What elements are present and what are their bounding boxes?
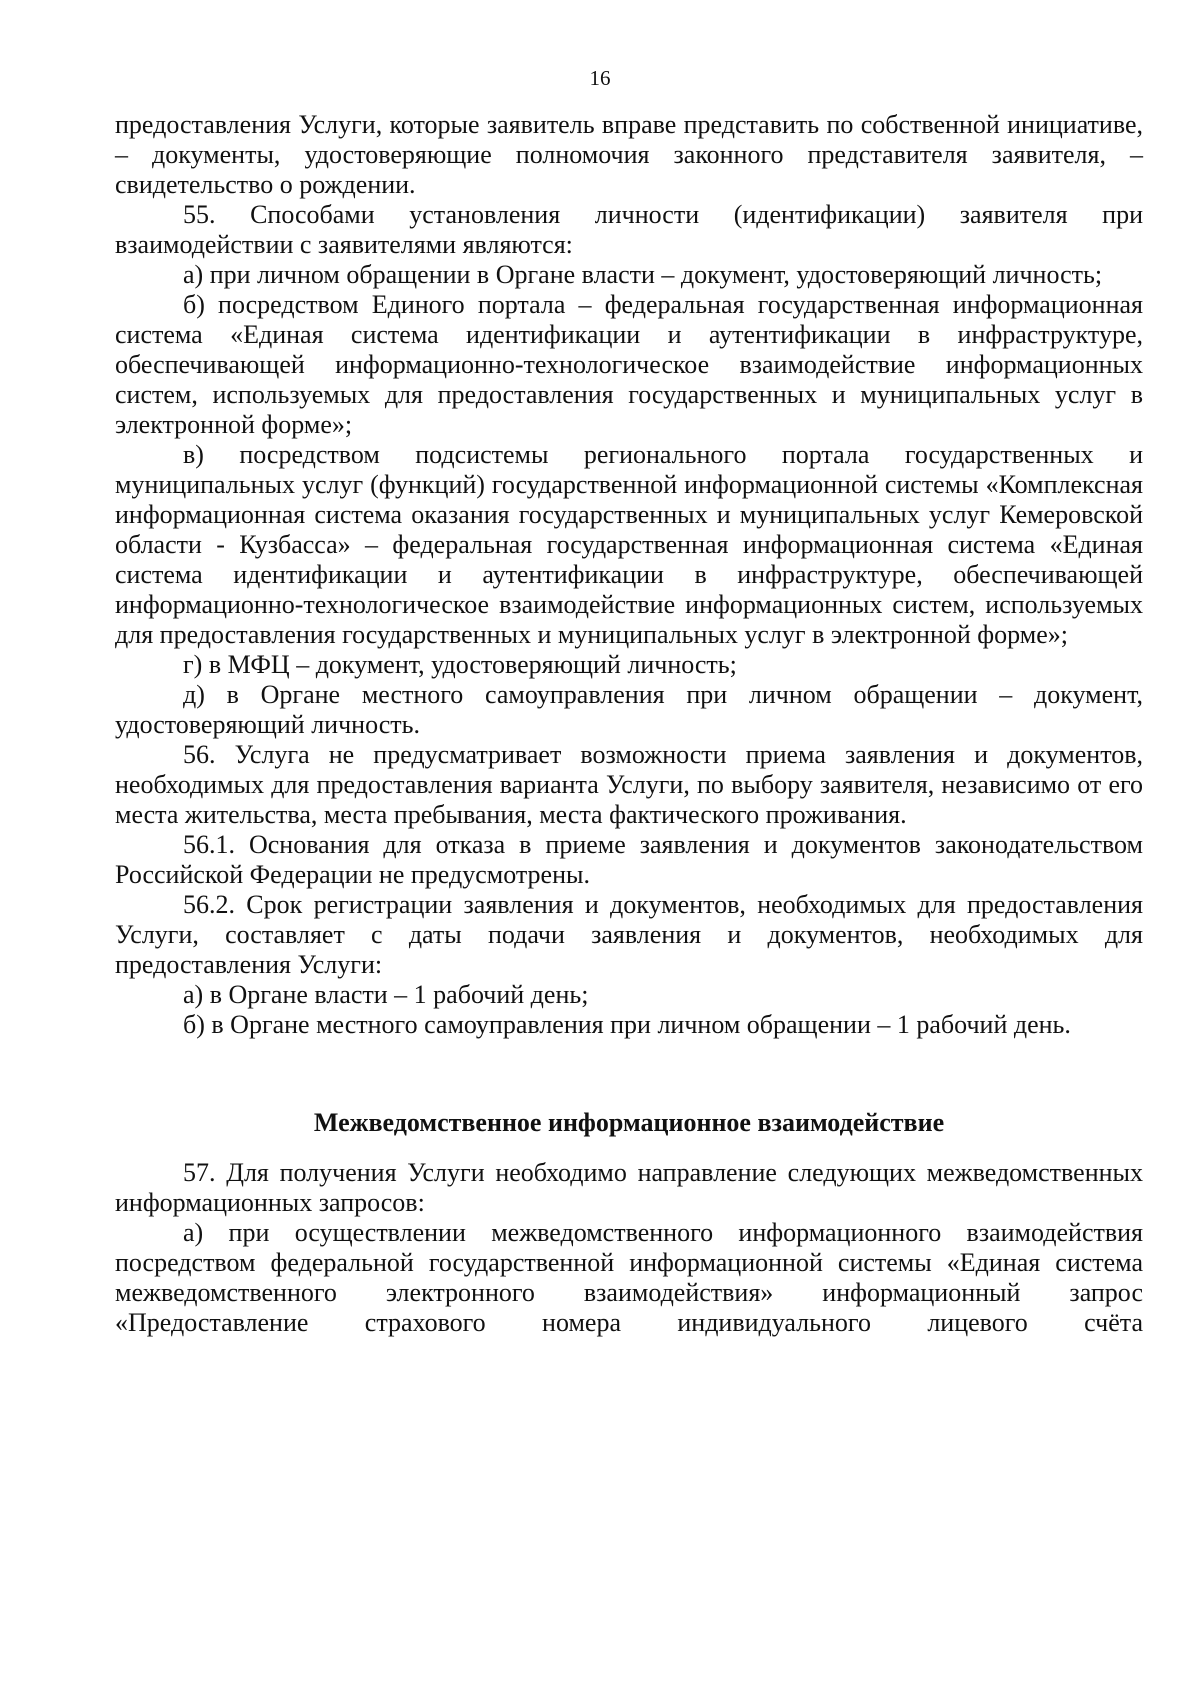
list-item-a: а) при осуществлении межведомственного информационного взаимодействия посредством федеральной государственной информационной системы «Единая система межведомственного электронного взаимодействия» информационный запрос «Предоставление страхового номера индивидуального лицевого счёта xyxy=(115,1218,1143,1337)
section-heading: Межведомственное информационное взаимодействие xyxy=(313,1108,945,1137)
list-item-a: а) в Органе власти – 1 рабочий день; xyxy=(183,980,589,1009)
list-item-b: б) в Органе местного самоуправления при личном обращении – 1 рабочий день. xyxy=(183,1010,1071,1039)
list-item-g: г) в МФЦ – документ, удостоверяющий личность; xyxy=(183,650,737,679)
paragraph: предоставления Услуги, которые заявитель вправе представить по собственной инициативе, – документы, удостоверяющие полномочия законного представителя заявителя, – свидетельство о рождении. xyxy=(115,110,1143,199)
list-item-d: д) в Органе местного самоуправления при личном обращении – документ, удостоверяющий личность. xyxy=(115,680,1143,739)
paragraph-56-2: 56.2. Срок регистрации заявления и документов, необходимых для предоставления Услуги, составляет с даты подачи заявления и документов, необходимых для предоставления Услуги: xyxy=(115,890,1143,979)
document-body xyxy=(115,110,1143,1338)
paragraph-56-1: 56.1. Основания для отказа в приеме заявления и документов законодательством Российской Федерации не предусмотрены. xyxy=(115,830,1143,889)
paragraph-56: 56. Услуга не предусматривает возможности приема заявления и документов, необходимых для предоставления варианта Услуги, по выбору заявителя, независимо от его места жительства, места пребывания, места фактического проживания. xyxy=(115,740,1143,829)
list-item-b: б) посредством Единого портала – федеральная государственная информационная система «Единая система идентификации и аутентификации в инфраструктуре, обеспечивающей информационно-технологическое взаимодействие информационных систем, используемых для предоставления государственных и муниципальных услуг в электронной форме»; xyxy=(115,290,1143,439)
list-item-v: в) посредством подсистемы регионального портала государственных и муниципальных услуг (функций) государственной информационной системы «Комплексная информационная система оказания государственных и муниципальных услуг Кемеровской области - Кузбасса» – федеральная государственная информационная система «Единая система идентификации и аутентификации в инфраструктуре, обеспечивающей информационно-технологическое взаимодействие информационных систем, используемых для предоставления государственных и муниципальных услуг в электронной форме»; xyxy=(115,440,1143,649)
paragraph-57: 57. Для получения Услуги необходимо направление следующих межведомственных информационных запросов: xyxy=(115,1158,1143,1217)
page-number: 16 xyxy=(589,66,611,90)
paragraph-55: 55. Способами установления личности (идентификации) заявителя при взаимодействии с заявителями являются: xyxy=(115,200,1143,259)
list-item-a: а) при личном обращении в Органе власти – документ, удостоверяющий личность; xyxy=(183,260,1103,289)
